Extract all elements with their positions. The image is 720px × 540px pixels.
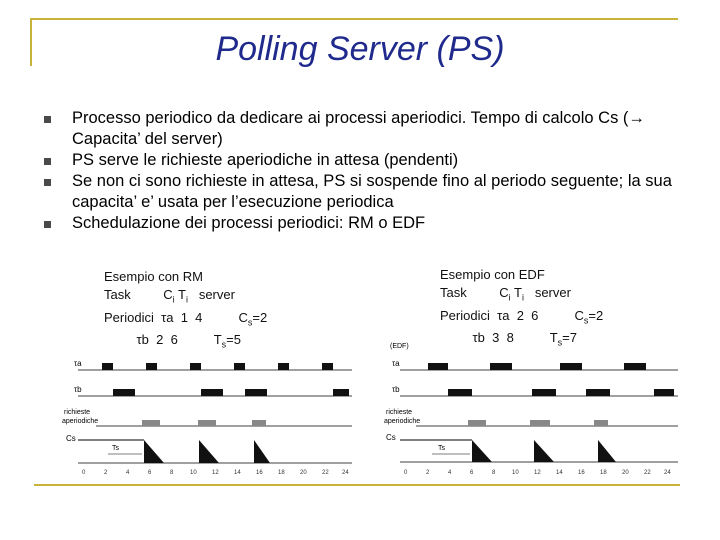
rm-tau-a-block <box>234 363 245 370</box>
rm-tick: 8 <box>170 470 174 476</box>
rm-tick: 24 <box>342 470 349 476</box>
bullet-list <box>44 108 684 234</box>
edf-label-tau-a: τa <box>392 359 400 368</box>
edf-tick: 22 <box>644 470 651 476</box>
rm-tick: 22 <box>322 470 329 476</box>
example-rm-row-b: τb 2 6 $T_s=5$ <box>136 332 241 350</box>
rm-tau-b-block <box>245 389 267 396</box>
rm-tick-labels <box>82 470 349 476</box>
edf-tick: 18 <box>600 470 607 476</box>
example-edf-title: Esempio con EDF <box>440 267 545 282</box>
slide-frame-bottom <box>34 484 680 486</box>
rm-capacity-drop <box>199 440 219 463</box>
rm-tick: 0 <box>82 470 86 476</box>
rm-capacity-shape <box>144 440 270 463</box>
edf-tick: 6 <box>470 470 474 476</box>
rm-tick: 16 <box>256 470 263 476</box>
bullet-text: Processo periodico da dedicare ai processi aperiodici. Tempo di calcolo Cs (→ Capacita’ del server) <box>72 109 645 148</box>
rm-tau-a-blocks <box>102 363 333 370</box>
rm-tick: 18 <box>278 470 285 476</box>
edf-tau-a-blocks <box>428 363 646 370</box>
rm-tick: 6 <box>148 470 152 476</box>
rm-capacity-drop <box>254 440 270 463</box>
bullet-square-icon <box>44 179 51 186</box>
edf-capacity-drop <box>472 440 492 462</box>
edf-tau-a-block <box>624 363 646 370</box>
rm-tick: 4 <box>126 470 130 476</box>
rm-tick: 12 <box>212 470 219 476</box>
rm-tau-a-block <box>278 363 289 370</box>
example-rm-row-a: Periodici τa 1 4 $C_s=2$ <box>104 309 268 328</box>
edf-tau-a-block <box>560 363 582 370</box>
rm-tau-b-block <box>113 389 135 396</box>
rm-tick: 20 <box>300 470 307 476</box>
edf-capacity-drop <box>598 440 616 462</box>
edf-tick: 12 <box>534 470 541 476</box>
example-rm-title: Esempio con RM <box>104 269 203 284</box>
rm-tau-b-block <box>201 389 223 396</box>
edf-label-ts: Ts <box>438 445 445 452</box>
edf-tick: 4 <box>448 470 452 476</box>
rm-label-tau-b: τb <box>74 385 82 394</box>
rm-label-ts: Ts <box>112 445 119 452</box>
rm-tick: 2 <box>104 470 108 476</box>
edf-tick: 2 <box>426 470 430 476</box>
rm-tick: 10 <box>190 470 197 476</box>
slide-title: Polling Server (PS) <box>215 30 505 68</box>
rm-aperiodic-block <box>142 420 160 426</box>
edf-tau-a-block <box>490 363 512 370</box>
edf-tick: 20 <box>622 470 629 476</box>
edf-capacity-drop <box>534 440 554 462</box>
example-rm <box>104 268 267 354</box>
edf-aperiodic-block <box>530 420 550 426</box>
edf-tick: 10 <box>512 470 519 476</box>
edf-aperiodic-block <box>468 420 486 426</box>
rm-tau-a-block <box>146 363 157 370</box>
bullet-item <box>44 150 684 171</box>
edf-label-aperiodic-2: aperiodiche <box>384 418 421 425</box>
rm-aperiodic-block <box>198 420 216 426</box>
example-edf-row-b: τb 3 8 $T_s=7$ <box>472 330 577 348</box>
rm-timing-diagram <box>56 352 356 482</box>
rm-tick: 14 <box>234 470 241 476</box>
rm-label-aperiodic-2: aperiodiche <box>62 418 99 425</box>
bullet-square-icon <box>44 116 51 123</box>
edf-tau-b-block <box>586 389 610 396</box>
example-rm-header: Task $C_i$ $T_i$ server <box>104 287 235 305</box>
rm-label-tau-a: τa <box>74 359 82 368</box>
bullet-item <box>44 108 684 150</box>
edf-label-tau-b: τb <box>392 385 400 394</box>
edf-tick: 16 <box>578 470 585 476</box>
edf-label-aperiodic: richieste <box>386 409 413 416</box>
example-edf-header: Task $C_i$ $T_i$ server <box>440 285 571 303</box>
bullet-item <box>44 213 684 234</box>
edf-tau-a-block <box>428 363 448 370</box>
rm-tau-b-blocks <box>113 389 349 396</box>
rm-tau-b-block <box>333 389 349 396</box>
edf-tau-b-block <box>654 389 674 396</box>
rm-tau-a-block <box>322 363 333 370</box>
edf-tau-b-blocks <box>448 389 674 396</box>
rm-aperiodic-block <box>252 420 266 426</box>
edf-timing-diagram <box>372 336 682 482</box>
example-edf-row-a: Periodici τa 2 6 $C_s=2$ <box>440 307 604 326</box>
rm-label-cs: Cs <box>66 434 76 443</box>
rm-aperiodic-blocks <box>142 420 266 426</box>
edf-tick: 8 <box>492 470 496 476</box>
edf-aperiodic-blocks <box>468 420 608 426</box>
edf-tick: 14 <box>556 470 563 476</box>
rm-label-aperiodic: richieste <box>64 409 91 416</box>
bullet-item <box>44 171 684 213</box>
edf-tau-b-block <box>532 389 556 396</box>
bullet-square-icon <box>44 158 51 165</box>
bullet-text: PS serve le richieste aperiodiche in attesa (pendenti) <box>72 151 459 169</box>
slide-frame-top <box>30 18 678 20</box>
rm-tau-a-block <box>190 363 201 370</box>
rm-tau-a-block <box>102 363 113 370</box>
edf-tick: 24 <box>664 470 671 476</box>
edf-aperiodic-block <box>594 420 608 426</box>
bullet-square-icon <box>44 221 51 228</box>
edf-label-cs: Cs <box>386 433 396 442</box>
edf-capacity-shape <box>472 440 616 462</box>
bullet-text: Schedulazione dei processi periodici: RM o EDF <box>72 214 426 232</box>
rm-capacity-drop <box>144 440 164 463</box>
edf-header: (EDF) <box>390 343 409 350</box>
edf-tick-labels <box>404 470 671 476</box>
bullet-text: Se non ci sono richieste in attesa, PS si sospende fino al periodo seguente; la sua capacita’ e’ usata per l’esecuzione periodica <box>72 172 672 211</box>
edf-tick: 0 <box>404 470 408 476</box>
edf-tau-b-block <box>448 389 472 396</box>
